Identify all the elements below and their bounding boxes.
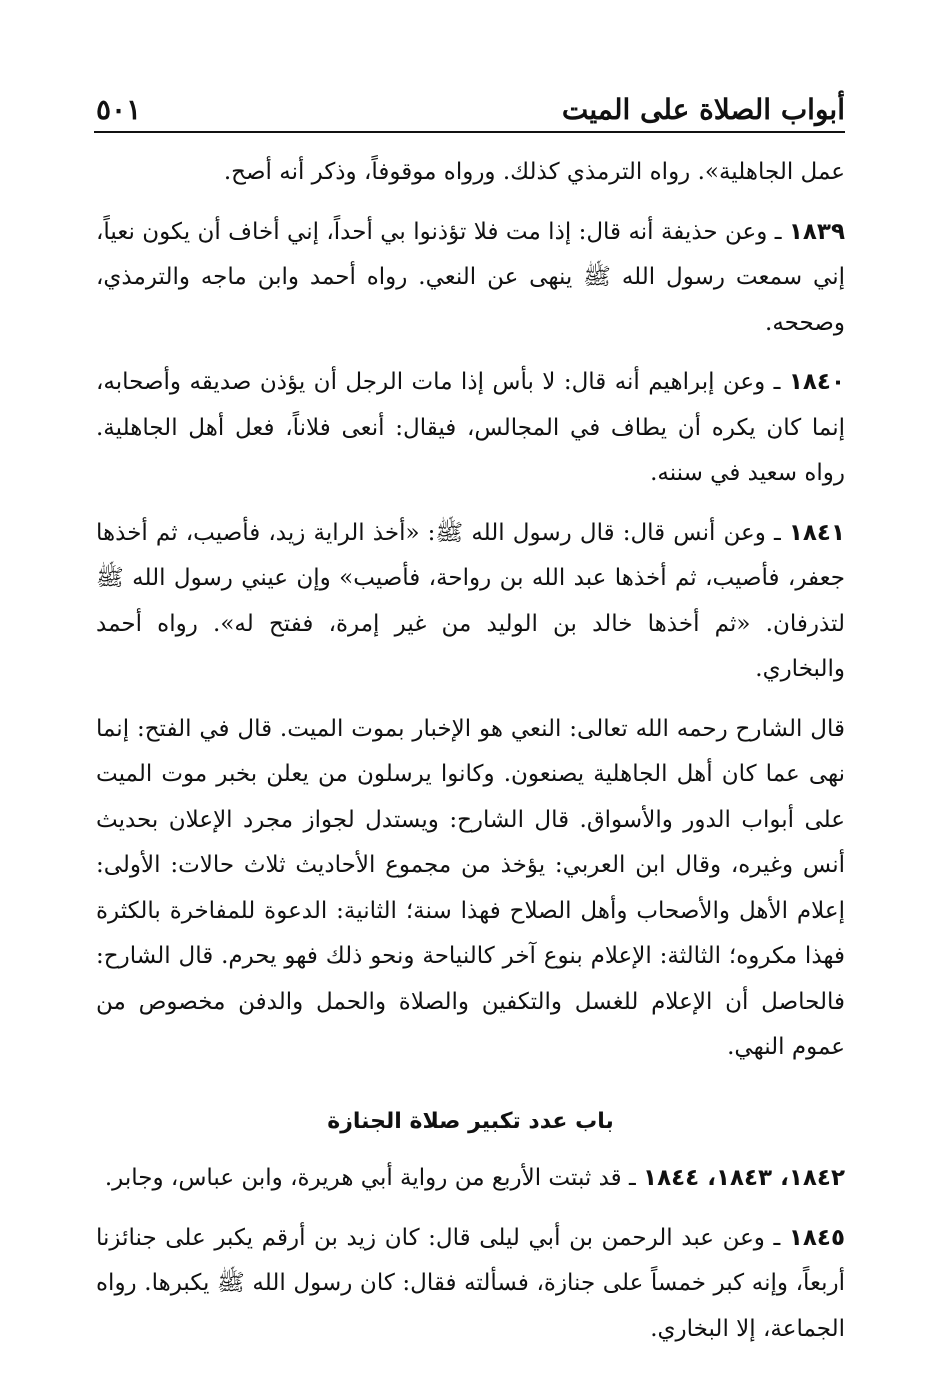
hadith-text: ـ وعن حذيفة أنه قال: إذا مت فلا تؤذنوا بي أحداً، إني أخاف أن يكون نعياً، إني سمعت رسول الله ﷺ ينهى عن النعي. رواه أحمد وابن ماجه والترمذي، وصححه. [96, 218, 845, 336]
section-heading: باب عدد تكبير صلاة الجنازة [327, 1108, 614, 1134]
hadith-text: ـ قد ثبتت الأربع من رواية أبي هريرة، وابن عباس، وجابر. [104, 1165, 644, 1191]
page-header [96, 82, 845, 130]
hadith-text: ـ وعن إبراهيم أنه قال: لا بأس إذا مات الرجل أن يؤذن صديقه وأصحابه، إنما كان يكره أن يطاف في المجالس، فيقال: أنعى فلاناً، فعل أهل الجاهلية. رواه سعيد في سننه. [96, 369, 845, 486]
page-body [96, 150, 845, 1366]
commentary-text: قال الشارح رحمه الله تعالى: النعي هو الإخبار بموت الميت. قال في الفتح: إنما نهى عما كان أهل الجاهلية يصنعون. وكانوا يرسلون من يعلن بخبر موت الميت على أبواب الدور والأسواق. قال الشارح: ويستدل لجواز مجرد الإعلان بحديث أنس وغيره، وقال ابن العربي: يؤخذ من مجموع الأحاديث ثلاث حالات: الأولى: إعلام الأهل والأصحاب وأهل الصلاح فهذا سنة؛ الثانية: الدعوة للمفاخرة بالكثرة فهذا مكروه؛ الثالثة: الإعلام بنوع آخر كالنياحة ونحو ذلك فهو يحرم. قال الشارح: فالحاصل أن الإعلام للغسل والتكفين والصلاة والحمل والدفن مخصوص من عموم النهي. [96, 715, 845, 1060]
hadith-text: ـ وعن عبد الرحمن بن أبي ليلى قال: كان زيد بن أرقم يكبر على جنائزنا أربعاً، وإنه كبر خمساً على جنازة، فسألته فقال: كان رسول الله ﷺ يكبرها. رواه الجماعة، إلا البخاري. [96, 1224, 845, 1342]
header-divider [94, 131, 845, 133]
hadith-text: ـ وعن أنس قال: قال رسول الله ﷺ: «أخذ الراية زيد، فأصيب، ثم أخذها جعفر، فأصيب، ثم أخذها عبد الله بن رواحة، فأصيب» وإن عيني رسول الله ﷺ لتذرفان. «ثم أخذها خالد بن الوليد من غير إمرة، ففتح له». رواه أحمد والبخاري. [96, 519, 845, 682]
hadith-number: ١٨٤٠ [788, 369, 845, 395]
hadith-1840 [96, 360, 845, 497]
hadith-number: ١٨٣٩ [788, 218, 845, 245]
hadith-1845 [96, 1216, 845, 1353]
hadith-1839 [96, 210, 845, 347]
hadith-number: ١٨٤١ [788, 519, 845, 546]
hadith-1841 [96, 511, 845, 693]
hadith-number: ١٨٤٢، ١٨٤٣، ١٨٤٤ [643, 1165, 845, 1191]
page-number: ٥٠١ [96, 93, 142, 126]
hadith-1842-1844 [96, 1156, 845, 1202]
paragraph-text: عمل الجاهلية». رواه الترمذي كذلك. ورواه موقوفاً، وذكر أنه أصح. [223, 159, 845, 185]
chapter-title: أبواب الصلاة على الميت [561, 93, 845, 126]
commentary-paragraph [96, 707, 845, 1071]
paragraph-continuation [96, 150, 845, 196]
hadith-number: ١٨٤٥ [788, 1224, 845, 1251]
